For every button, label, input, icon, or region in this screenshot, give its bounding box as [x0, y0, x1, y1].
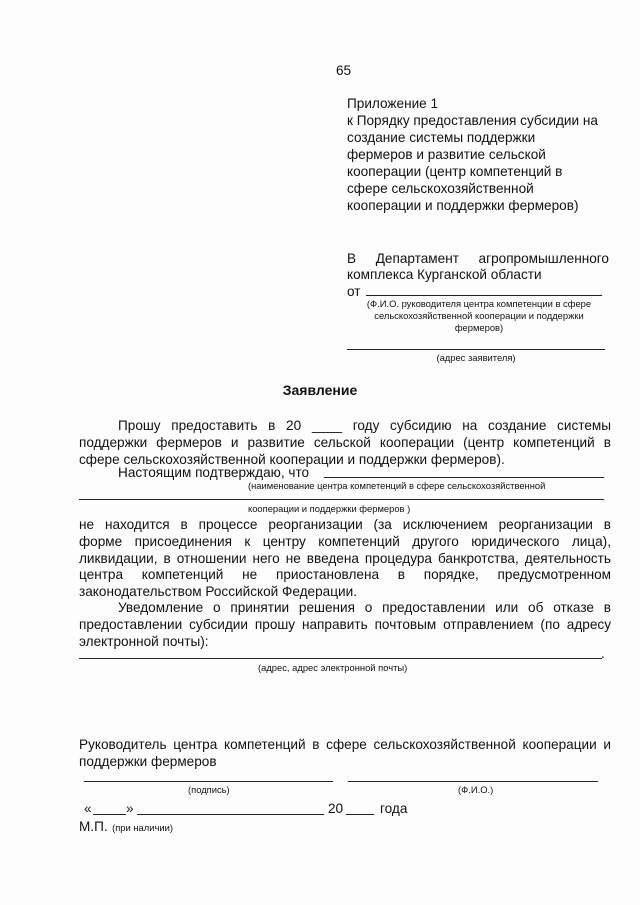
appendix-line: кооперации и поддержки фермеров): [347, 198, 579, 213]
appendix-line: фермеров и развитие сельской: [347, 147, 546, 162]
date-close-quote: »: [126, 801, 134, 816]
center-name-line[interactable]: [324, 477, 604, 478]
paragraph-line: форме присоединения к центру компетенций другого юридического лица),: [79, 534, 611, 549]
paragraph-line: ликвидации, в отношении него не введена процедура банкротства, деятельность: [79, 551, 611, 566]
stamp-note: (при наличии): [112, 822, 173, 833]
from-name-line[interactable]: [366, 295, 602, 296]
date-year-line[interactable]: [346, 814, 374, 815]
applicant-address-line[interactable]: [347, 349, 605, 350]
confirm-caption: (наименование центра компетенций в сфере сельскохозяйственной: [248, 480, 546, 491]
appendix-title: Приложение 1: [347, 96, 439, 111]
stamp-block: [79, 818, 173, 836]
from-caption-line: фермеров): [454, 322, 504, 333]
paragraph-line: Уведомление о принятии решения о предоставлении или об отказе в: [118, 600, 611, 615]
paragraph-line: электронной почты):: [79, 634, 209, 649]
from-label: от: [347, 284, 361, 299]
appendix-line: кооперации (центр компетенций в: [347, 164, 563, 179]
from-caption: [343, 298, 615, 334]
date-year-suffix: года: [380, 801, 408, 816]
paragraph-line: не находится в процессе реорганизации (за исключением реорганизации в: [79, 517, 611, 532]
contact-end: .: [601, 646, 605, 661]
full-name-line[interactable]: [348, 781, 598, 782]
confirm-caption: кооперации и поддержки фермеров ): [248, 503, 411, 514]
date-day-line[interactable]: [93, 814, 126, 815]
signature-line[interactable]: [84, 781, 333, 782]
signature-caption: (подпись): [188, 784, 230, 795]
paragraph-line: сфере сельскохозяйственной кооперации и поддержки фермеров).: [79, 452, 505, 467]
signatory-role: Руководитель центра компетенций в сфере сельскохозяйственной кооперации и: [79, 737, 611, 752]
contact-caption: (адрес, адрес электронной почты): [258, 662, 408, 673]
appendix-line: создание системы поддержки: [347, 130, 536, 145]
from-caption-line: (Ф.И.О. руководителя центра компетенции в сфере: [366, 298, 592, 309]
contact-line[interactable]: [79, 658, 602, 659]
confirm-label: Настоящим подтверждаю, что: [118, 465, 310, 480]
appendix-block: [347, 95, 617, 214]
date-open-quote: «: [84, 801, 92, 816]
date-year-prefix: 20: [328, 801, 344, 816]
paragraph-line: предоставлении субсидии прошу направить почтовым отправлением (по адресу: [79, 617, 611, 632]
addressee-line: комплекса Курганской области: [347, 267, 542, 282]
center-name-line-2[interactable]: [79, 499, 604, 500]
from-caption-line: сельскохозяйственной кооперации и поддержки: [374, 310, 584, 321]
address-caption: (адрес заявителя): [436, 352, 516, 363]
paragraph-line: поддержки фермеров и развитие сельской кооперации (центр компетенций в: [79, 435, 611, 450]
signatory-role: поддержки фермеров: [79, 754, 217, 769]
paragraph-line: законодательством Российской Федерации.: [79, 584, 357, 599]
date-month-line[interactable]: [137, 814, 324, 815]
paragraph-line: Прошу предоставить в 20 ____ году субсидию на создание системы: [118, 418, 611, 433]
appendix-line: сфере сельскохозяйственной: [347, 181, 534, 196]
addressee-line: В Департамент агропромышленного: [347, 251, 609, 266]
paragraph-line: центра компетенций не приостановлена в порядке, предусмотренном: [79, 567, 611, 582]
page-number: 65: [336, 63, 352, 78]
appendix-line: к Порядку предоставления субсидии на: [347, 113, 598, 128]
stamp-label: М.П.: [79, 819, 108, 834]
document-title: Заявление: [282, 382, 358, 398]
full-name-caption: (Ф.И.О.): [458, 784, 494, 795]
